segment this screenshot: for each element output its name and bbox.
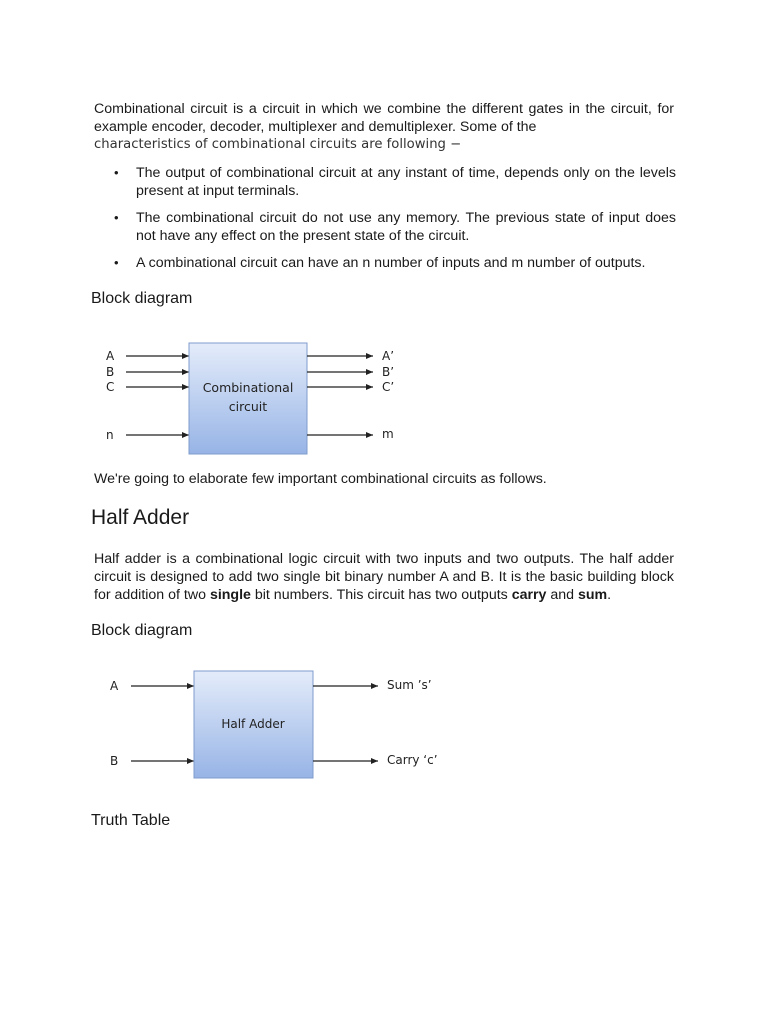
- list-item: • A combinational circuit can have an n number of inputs and m number of outputs.: [114, 254, 676, 272]
- truth-table-heading: Truth Table: [91, 812, 171, 829]
- block-diagram-heading-2: Block diagram: [91, 622, 193, 639]
- half-adder-box-label: Half Adder: [221, 717, 285, 731]
- half-adder-output-label-carry: Carry ‘c’: [387, 753, 438, 767]
- half-adder-text-1: Half adder is a combinational logic circuit with two inputs and two outputs. The half adder circuit is designed to add two single bit binary number A and B. It is the basic building block for addition of two: [94, 551, 674, 603]
- characteristics-list: [114, 164, 676, 272]
- input-label-b: B: [106, 365, 115, 379]
- list-item: • The combinational circuit do not use any memory. The previous state of input does not have any effect on the present state of the circuit.: [114, 209, 676, 245]
- half-adder-paragraph: [94, 550, 674, 604]
- half-adder-heading: Half Adder: [91, 506, 190, 529]
- output-label-b: B’: [382, 365, 395, 379]
- combinational-block-diagram: [0, 330, 768, 460]
- bold-carry: carry: [511, 587, 547, 603]
- input-label-n: n: [106, 428, 114, 442]
- intro-line-1: Combinational circuit is a circuit in which we combine the different gates in the circuit,: [94, 101, 652, 117]
- intro-line-2: for example encoder, decoder, multiplexer and demultiplexer. Some of the: [94, 101, 674, 135]
- block-diagram-heading-1: Block diagram: [91, 290, 193, 307]
- intro-line-3: characteristics of combinational circuits are following −: [94, 137, 462, 152]
- intro-paragraph: [94, 100, 674, 154]
- half-adder-text-4: .: [607, 587, 612, 603]
- output-label-m: m: [382, 427, 394, 441]
- half-adder-block-diagram: [0, 660, 768, 790]
- half-adder-text-2: bit numbers. This circuit has two outputs: [250, 587, 512, 603]
- list-item: • The output of combinational circuit at any instant of time, depends only on the levels present at input terminals.: [114, 164, 676, 200]
- half-adder-input-label-b: B: [110, 754, 119, 768]
- input-label-c: C: [106, 380, 115, 394]
- elaborate-text: We're going to elaborate few important combinational circuits as follows.: [94, 471, 547, 487]
- box-label-line-2: circuit: [228, 399, 268, 414]
- output-label-c: C’: [382, 380, 395, 394]
- box-label-line-1: Combinational: [202, 380, 294, 395]
- output-label-a: A’: [382, 349, 395, 363]
- bold-sum: sum: [577, 587, 608, 603]
- half-adder-text-3: and: [546, 587, 578, 603]
- half-adder-output-label-sum: Sum ’s’: [387, 678, 432, 692]
- bold-single: single: [209, 587, 251, 603]
- input-label-a: A: [106, 349, 115, 363]
- half-adder-input-label-a: A: [110, 679, 119, 693]
